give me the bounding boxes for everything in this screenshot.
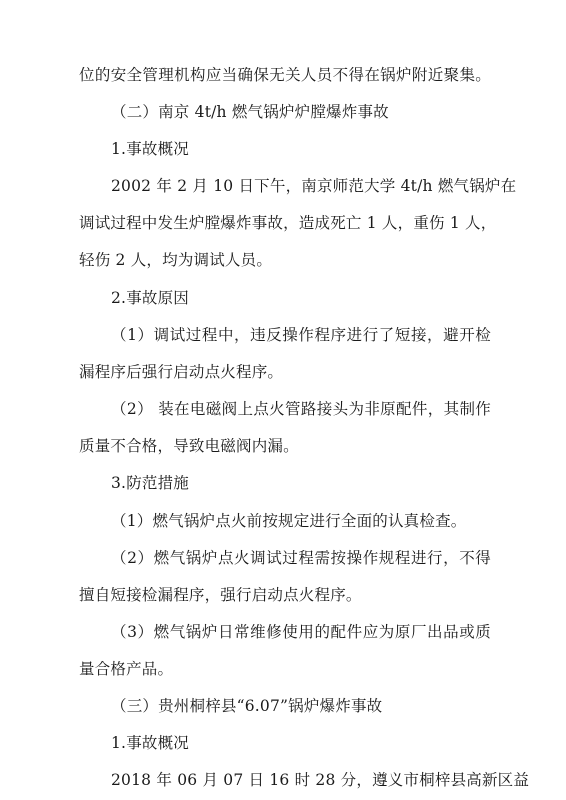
paragraph-line: 轻伤 2 人，均为调试人员。	[79, 251, 273, 269]
section-heading: （二）南京 4t/h 燃气锅炉炉膛爆炸事故	[111, 103, 389, 121]
paragraph-line: 擅自短接检漏程序，强行启动点火程序。	[79, 586, 362, 604]
paragraph-line: 调试过程中发生炉膛爆炸事故，造成死亡 1 人，重伤 1 人，	[79, 214, 497, 232]
paragraph-line: （2）燃气锅炉点火调试过程需按操作规程进行，不得	[111, 549, 491, 567]
paragraph-line: （1）调试过程中，违反操作程序进行了短接，避开检	[111, 326, 491, 344]
subsection-heading: 1.事故概况	[111, 734, 189, 752]
paragraph-line: 位的安全管理机构应当确保无关人员不得在锅炉附近聚集。	[79, 66, 491, 84]
paragraph-line: 2018 年 06 月 07 日 16 时 28 分，遵义市桐梓县高新区益	[111, 771, 530, 789]
paragraph-line: 质量不合格，导致电磁阀内漏。	[79, 437, 299, 455]
paragraph-line: （1）燃气锅炉点火前按规定进行全面的认真检查。	[111, 512, 467, 530]
paragraph-line: （3）燃气锅炉日常维修使用的配件应为原厂出品或质	[111, 623, 491, 641]
paragraph-line: 2002 年 2 月 10 日下午，南京师范大学 4t/h 燃气锅炉在	[111, 177, 517, 195]
subsection-heading: 2.事故原因	[111, 289, 189, 307]
paragraph-line: 量合格产品。	[79, 660, 174, 678]
paragraph-line: 漏程序后强行启动点火程序。	[79, 363, 284, 381]
subsection-heading: 1.事故概况	[111, 140, 189, 158]
subsection-heading: 3.防范措施	[111, 474, 189, 492]
section-heading: （三）贵州桐梓县“6.07”锅炉爆炸事故	[111, 697, 383, 715]
paragraph-line: （2） 装在电磁阀上点火管路接头为非原配件，其制作	[111, 400, 491, 418]
